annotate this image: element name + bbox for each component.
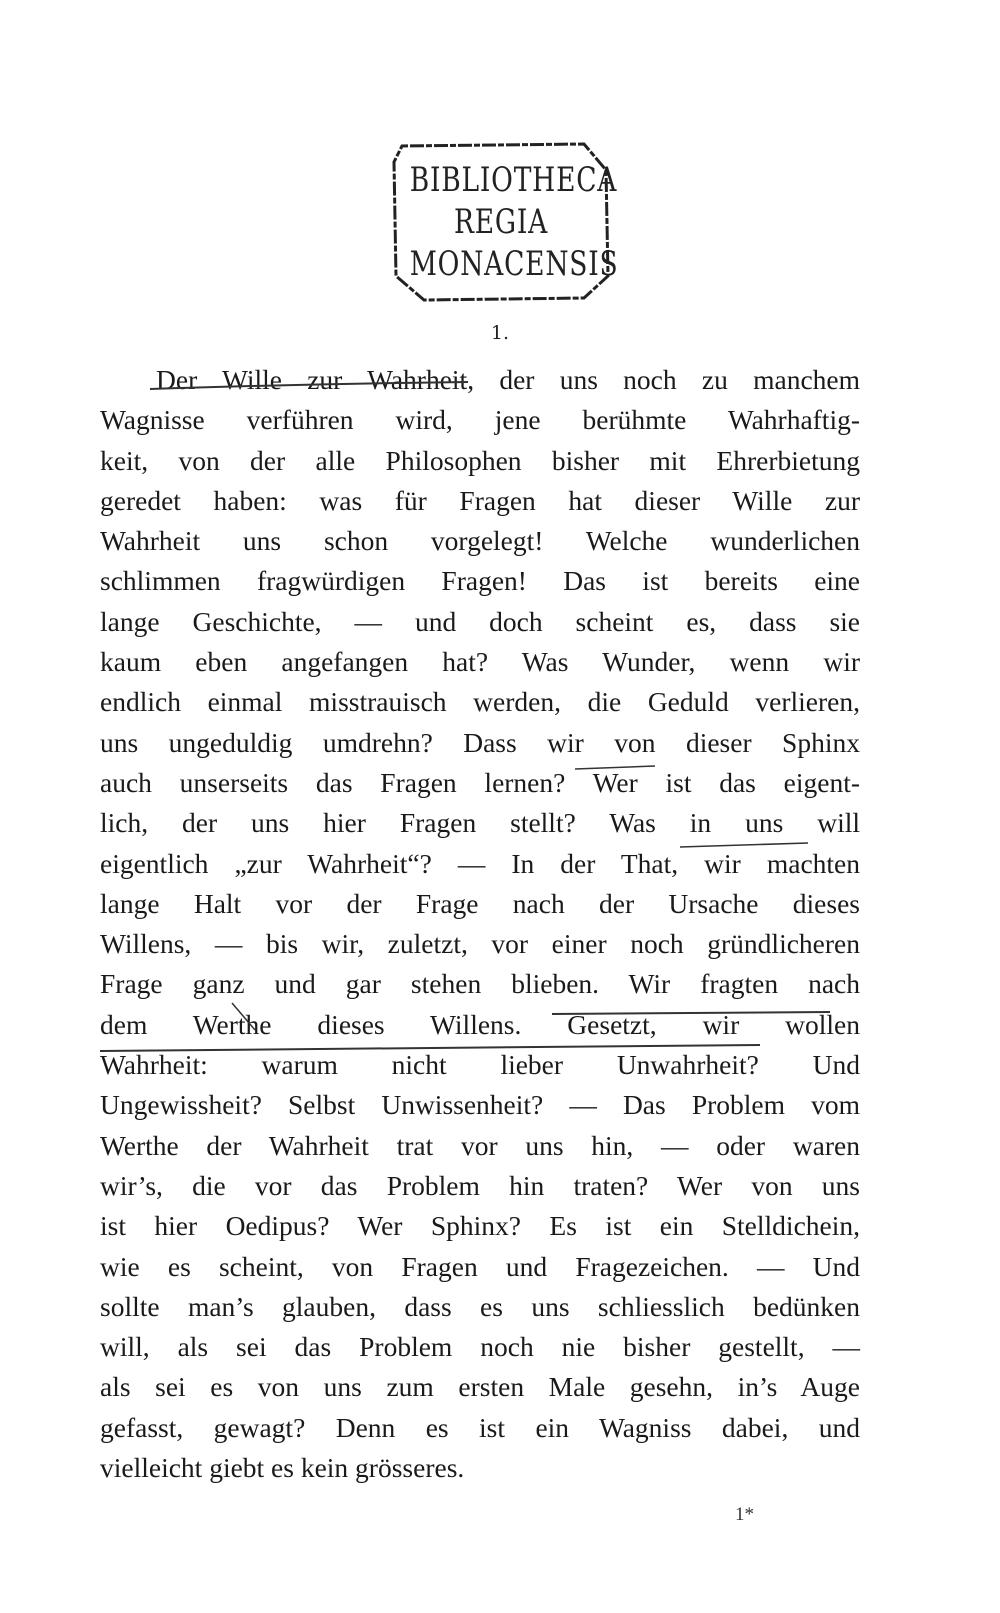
text-line: will, als sei das Problem noch nie bisher gestellt, — bbox=[100, 1331, 860, 1363]
text-line: kaum eben angefangen hat? Was Wunder, wenn wir bbox=[100, 646, 860, 678]
text-line: Wahrheit uns schon vorgelegt! Welche wunderlichen bbox=[100, 525, 860, 557]
text-line: lange Geschichte, — und doch scheint es, dass sie bbox=[100, 605, 860, 637]
stamp-line-3: MONACENSIS bbox=[409, 244, 619, 284]
library-stamp bbox=[384, 136, 618, 306]
text-line: Frage ganz und gar stehen blieben. Wir fragten nach bbox=[100, 968, 860, 1000]
text-line: uns ungeduldig umdrehn? Dass wir von dieser Sphinx bbox=[100, 726, 860, 758]
text-line: Willens, — bis wir, zuletzt, vor einer noch gründlicheren bbox=[100, 928, 860, 960]
section-number: 1. bbox=[490, 322, 510, 344]
text-line: Werthe der Wahrheit trat vor uns hin, — oder waren bbox=[100, 1129, 860, 1161]
text-line: lich, der uns hier Fragen stellt? Was in uns will bbox=[100, 807, 860, 839]
text-line: wie es scheint, von Fragen und Fragezeichen. — Und bbox=[100, 1250, 860, 1282]
text-line: lange Halt vor der Frage nach der Ursache dieses bbox=[100, 887, 860, 919]
text-line: Wahrheit: warum nicht lieber Unwahrheit? Und bbox=[100, 1049, 860, 1081]
stamp-line-1: BIBLIOTHECA bbox=[409, 160, 618, 200]
text-line: gefasst, gewagt? Denn es ist ein Wagniss dabei, und bbox=[100, 1411, 860, 1443]
text-line: geredet haben: was für Fragen hat dieser Wille zur bbox=[100, 484, 860, 516]
text-line: Ungewissheit? Selbst Unwissenheit? — Das Problem vom bbox=[100, 1089, 860, 1121]
stamp-line-2: REGIA bbox=[453, 202, 549, 242]
text-line: als sei es von uns zum ersten Male gesehn, in’s Auge bbox=[100, 1371, 860, 1403]
text-line: ist hier Oedipus? Wer Sphinx? Es ist ein Stelldichein, bbox=[100, 1210, 860, 1242]
text-line: wir’s, die vor das Problem hin traten? Wer von uns bbox=[100, 1169, 860, 1201]
text-line: keit, von der alle Philosophen bisher mit Ehrerbietung bbox=[100, 444, 860, 476]
text-line: sollte man’s glauben, dass es uns schliesslich bedünken bbox=[100, 1290, 860, 1322]
text-line: auch unserseits das Fragen lernen? Wer ist das eigent- bbox=[100, 766, 860, 798]
text-line: eigentlich „zur Wahrheit“? — In der That, wir machten bbox=[100, 847, 860, 879]
text-line: endlich einmal misstrauisch werden, die Geduld verlieren, bbox=[100, 686, 860, 718]
text-line: Wagnisse verführen wird, jene berühmte Wahrhaftig- bbox=[100, 404, 860, 436]
text-line: dem Werthe dieses Willens. Gesetzt, wir wollen bbox=[100, 1008, 860, 1040]
text-line: Der Wille zur Wahrheit, der uns noch zu manchem bbox=[156, 364, 860, 395]
text-line: schlimmen fragwürdigen Fragen! Das ist bereits eine bbox=[100, 565, 860, 597]
sheet-signature: 1* bbox=[735, 1504, 754, 1525]
text-line: vielleicht giebt es kein grösseres. bbox=[100, 1452, 465, 1484]
paragraph bbox=[100, 360, 860, 1488]
